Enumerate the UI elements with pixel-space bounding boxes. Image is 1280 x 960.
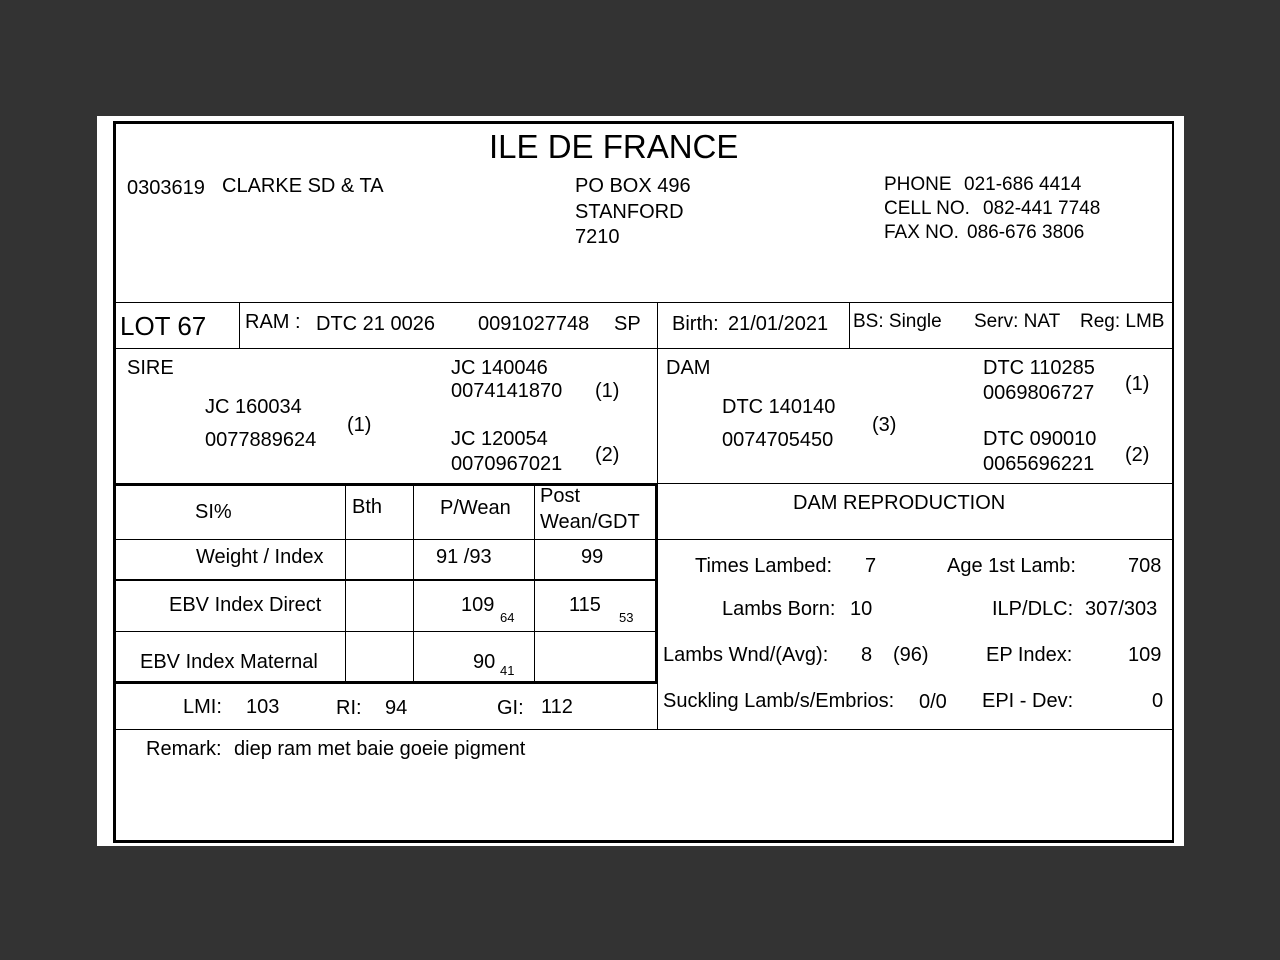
- divider: [413, 486, 414, 682]
- dam-sire-id: DTC 110285: [983, 357, 1095, 379]
- times-lambed-value: 7: [865, 555, 877, 577]
- divider: [113, 539, 1173, 540]
- birth-date: 21/01/2021: [728, 313, 829, 335]
- divider: [113, 681, 658, 684]
- divider: [658, 483, 1173, 484]
- pwean-accuracy: 41: [500, 663, 515, 678]
- dam-label: DAM: [666, 357, 711, 379]
- lot-number: LOT 67: [120, 311, 207, 341]
- row-label: Weight / Index: [196, 546, 324, 568]
- ri-label: RI:: [336, 697, 362, 719]
- header-pwean: P/Wean: [440, 497, 511, 519]
- post-value: 99: [581, 546, 604, 568]
- age-first-lamb-value: 708: [1128, 555, 1162, 577]
- remark-text: diep ram met baie goeie pigment: [234, 738, 526, 760]
- gi-label: GI:: [497, 697, 524, 719]
- divider: [113, 302, 1173, 303]
- dam-sire-grade: (1): [1125, 373, 1150, 395]
- sire-dam-grade: (2): [595, 444, 620, 466]
- times-lambed-label: Times Lambed:: [695, 555, 833, 577]
- sire-grade: (1): [347, 414, 372, 436]
- age-first-lamb-label: Age 1st Lamb:: [947, 555, 1076, 577]
- divider: [113, 348, 1173, 349]
- ri-value: 94: [385, 697, 408, 719]
- pwean-value: 109: [461, 594, 495, 616]
- cell-label: CELL NO.: [884, 198, 970, 219]
- pwean-accuracy: 64: [500, 610, 515, 625]
- suckling-label: Suckling Lamb/s/Embrios:: [663, 690, 895, 712]
- birth-status: BS: Single: [853, 311, 942, 332]
- row-label: EBV Index Maternal: [140, 651, 318, 673]
- divider: [113, 631, 658, 632]
- suckling-value: 0/0: [919, 691, 947, 713]
- divider: [345, 486, 346, 682]
- address-line: 7210: [575, 226, 620, 248]
- pwean-value: 91 /93: [436, 546, 492, 568]
- sire-dam-number: 0070967021: [451, 453, 563, 475]
- pwean-value: 90: [473, 651, 496, 673]
- fax-number: 086-676 3806: [967, 222, 1085, 243]
- gi-value: 112: [541, 696, 573, 718]
- dam-reproduction-title: DAM REPRODUCTION: [793, 492, 1006, 514]
- ep-index-label: EP Index:: [986, 644, 1073, 666]
- dam-number: 0074705450: [722, 429, 834, 451]
- service-type: Serv: NAT: [974, 311, 1061, 332]
- sire-sire-id: JC 140046: [451, 357, 548, 379]
- header-wean-gdt: Wean/GDT: [540, 511, 640, 533]
- birth-label: Birth:: [672, 313, 719, 335]
- row-label: EBV Index Direct: [169, 594, 322, 616]
- remark-label: Remark:: [146, 738, 222, 760]
- ep-index-value: 109: [1128, 644, 1162, 666]
- owner-name: CLARKE SD & TA: [222, 175, 384, 197]
- address-line: STANFORD: [575, 201, 684, 223]
- epi-dev-value: 0: [1152, 690, 1164, 712]
- epi-dev-label: EPI - Dev:: [982, 690, 1074, 712]
- address-line: PO BOX 496: [575, 175, 691, 197]
- post-value: 115: [569, 594, 601, 616]
- phone-number: 021-686 4414: [964, 174, 1082, 195]
- dam-dam-id: DTC 090010: [983, 428, 1097, 450]
- ram-number: 0091027748: [478, 313, 590, 335]
- ram-grade: SP: [614, 313, 641, 335]
- sire-id: JC 160034: [205, 396, 302, 418]
- lmi-value: 103: [246, 696, 280, 718]
- cell-number: 082-441 7748: [983, 198, 1101, 219]
- lambs-born-value: 10: [850, 598, 873, 620]
- post-accuracy: 53: [619, 610, 634, 625]
- dam-grade: (3): [872, 414, 897, 436]
- lambs-weaned-average: (96): [893, 644, 929, 666]
- divider: [113, 729, 1173, 730]
- ilp-label: ILP/DLC:: [992, 598, 1074, 620]
- lmi-label: LMI:: [183, 696, 222, 718]
- dam-sire-number: 0069806727: [983, 382, 1095, 404]
- divider: [534, 486, 535, 682]
- fax-label: FAX NO.: [884, 222, 959, 243]
- divider: [849, 302, 850, 348]
- sire-number: 0077889624: [205, 429, 317, 451]
- dam-dam-grade: (2): [1125, 444, 1150, 466]
- dam-id: DTC 140140: [722, 396, 836, 418]
- ilp-value: 307/303: [1085, 598, 1158, 620]
- divider: [655, 484, 658, 684]
- divider: [239, 302, 240, 348]
- sire-sire-grade: (1): [595, 380, 620, 402]
- sire-dam-id: JC 120054: [451, 428, 548, 450]
- sire-sire-number: 0074141870: [451, 380, 563, 402]
- header-si: SI%: [195, 501, 232, 523]
- registration: Reg: LMB: [1080, 311, 1165, 332]
- dam-dam-number: 0065696221: [983, 453, 1095, 475]
- lambs-born-label: Lambs Born:: [722, 598, 836, 620]
- phone-label: PHONE: [884, 174, 952, 195]
- breed-title: ILE DE FRANCE: [489, 128, 739, 165]
- header-post: Post: [540, 485, 581, 507]
- owner-code: 0303619: [127, 177, 205, 199]
- ram-label: RAM :: [245, 311, 301, 333]
- lambs-weaned-label: Lambs Wnd/(Avg):: [663, 644, 829, 666]
- header-bth: Bth: [352, 496, 383, 518]
- ram-id: DTC 21 0026: [316, 313, 435, 335]
- lambs-weaned-value: 8: [861, 644, 873, 666]
- divider: [113, 579, 658, 581]
- sire-label: SIRE: [127, 357, 174, 379]
